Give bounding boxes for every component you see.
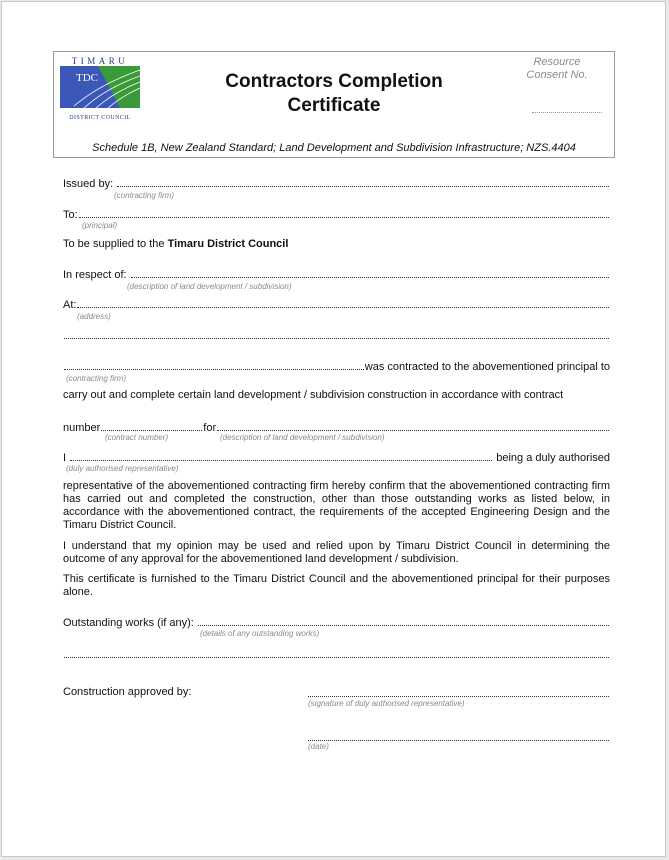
at-label: At: — [63, 299, 77, 311]
at-hint: (address) — [77, 312, 111, 321]
issued-by-label: Issued by: — [63, 178, 117, 190]
to-field[interactable] — [63, 207, 610, 221]
opinion-paragraph: I understand that my opinion may be used and relied upon by Timaru District Council in determining the outcome of any approval for the abovementioned land development / subdivision. — [63, 540, 610, 565]
document-page — [1, 1, 666, 857]
i-label: I — [63, 452, 70, 464]
contracting-firm-hint: (contracting firm) — [66, 374, 127, 383]
representative-line[interactable] — [70, 460, 492, 461]
contract-number-line[interactable] — [101, 430, 202, 431]
in-respect-of-line[interactable] — [131, 277, 609, 278]
contracting-firm-line[interactable] — [64, 369, 364, 370]
supplied-to-text — [63, 238, 610, 251]
date-line[interactable] — [308, 740, 609, 741]
approved-by-label: Construction approved by: — [63, 686, 192, 698]
in-respect-of-label: In respect of: — [63, 269, 130, 281]
outstanding-works-field[interactable] — [63, 615, 610, 629]
at-field[interactable] — [63, 297, 610, 311]
page-title — [194, 70, 474, 118]
council-name: Timaru District Council — [167, 238, 289, 250]
representative-hint: (duly authorised representative) — [66, 464, 179, 473]
for-description-hint: (description of land development / subdivision) — [220, 433, 385, 442]
contracted-text: was contracted to the abovementioned principal to — [364, 361, 610, 373]
outstanding-line-2[interactable] — [64, 657, 609, 658]
for-label: for — [203, 422, 217, 434]
schedule-reference: Schedule 1B, New Zealand Standard; Land Development and Subdivision Infrastructure; NZS.4404 — [92, 142, 576, 154]
number-label: number — [63, 422, 101, 434]
resource-consent-label — [512, 56, 602, 82]
for-description-line[interactable] — [217, 430, 609, 431]
resource-line-1: Resource — [533, 56, 581, 68]
supplied-prefix: To be supplied to the — [63, 238, 168, 250]
tdc-logo — [60, 56, 140, 121]
date-field[interactable] — [307, 730, 610, 744]
issued-by-line[interactable] — [117, 186, 609, 187]
signature-field[interactable] — [307, 686, 610, 700]
to-hint: (principal) — [82, 221, 118, 230]
to-label: To: — [63, 209, 78, 221]
authorised-text: being a duly authorised — [493, 452, 610, 464]
logo-monogram: TDC — [76, 72, 98, 84]
contract-number-hint: (contract number) — [105, 433, 169, 442]
logo-emblem-icon — [60, 66, 140, 108]
outstanding-line-2-field[interactable] — [63, 647, 610, 661]
resource-consent-field[interactable] — [532, 112, 602, 113]
representative-field[interactable] — [63, 450, 610, 464]
in-respect-of-field[interactable] — [63, 267, 610, 281]
issued-by-field[interactable] — [63, 176, 610, 190]
outstanding-hint: (details of any outstanding works) — [200, 629, 320, 638]
carry-out-text: carry out and complete certain land development / subdivision construction in accordance with contract — [63, 389, 564, 401]
confirmation-paragraph: representative of the abovementioned contracting firm hereby confirm that the abovementioned contracting firm has carried out and completed the construction, other than those outstanding works as listed below, in accordance with the abovementioned contract, the requirements of the accepted Engineering Design and the Timaru District Council. — [63, 480, 610, 531]
outstanding-label: Outstanding works (if any): — [63, 617, 197, 629]
title-line-2: Certificate — [287, 95, 381, 116]
furnished-paragraph: This certificate is furnished to the Timaru District Council and the abovementioned principal for their purposes alone. — [63, 573, 610, 598]
signature-line[interactable] — [308, 696, 609, 697]
signature-hint: (signature of duly authorised representative) — [308, 699, 465, 708]
issued-by-hint: (contracting firm) — [114, 191, 175, 200]
logo-bottom-text: DISTRICT COUNCIL — [69, 115, 131, 121]
address-line-2[interactable] — [64, 338, 609, 339]
address-line-2-field[interactable] — [63, 328, 610, 342]
date-hint: (date) — [308, 742, 329, 751]
logo-top-text: TIMARU — [71, 56, 129, 66]
contracting-firm-field[interactable] — [63, 359, 610, 373]
certificate-header — [53, 51, 615, 158]
in-respect-of-hint: (description of land development / subdivision) — [127, 282, 292, 291]
contract-number-field[interactable] — [63, 420, 610, 434]
to-line[interactable] — [79, 217, 609, 218]
at-line[interactable] — [77, 307, 609, 308]
resource-line-2: Consent No. — [526, 69, 588, 81]
title-line-1: Contractors Completion — [225, 71, 443, 92]
outstanding-line[interactable] — [198, 625, 609, 626]
